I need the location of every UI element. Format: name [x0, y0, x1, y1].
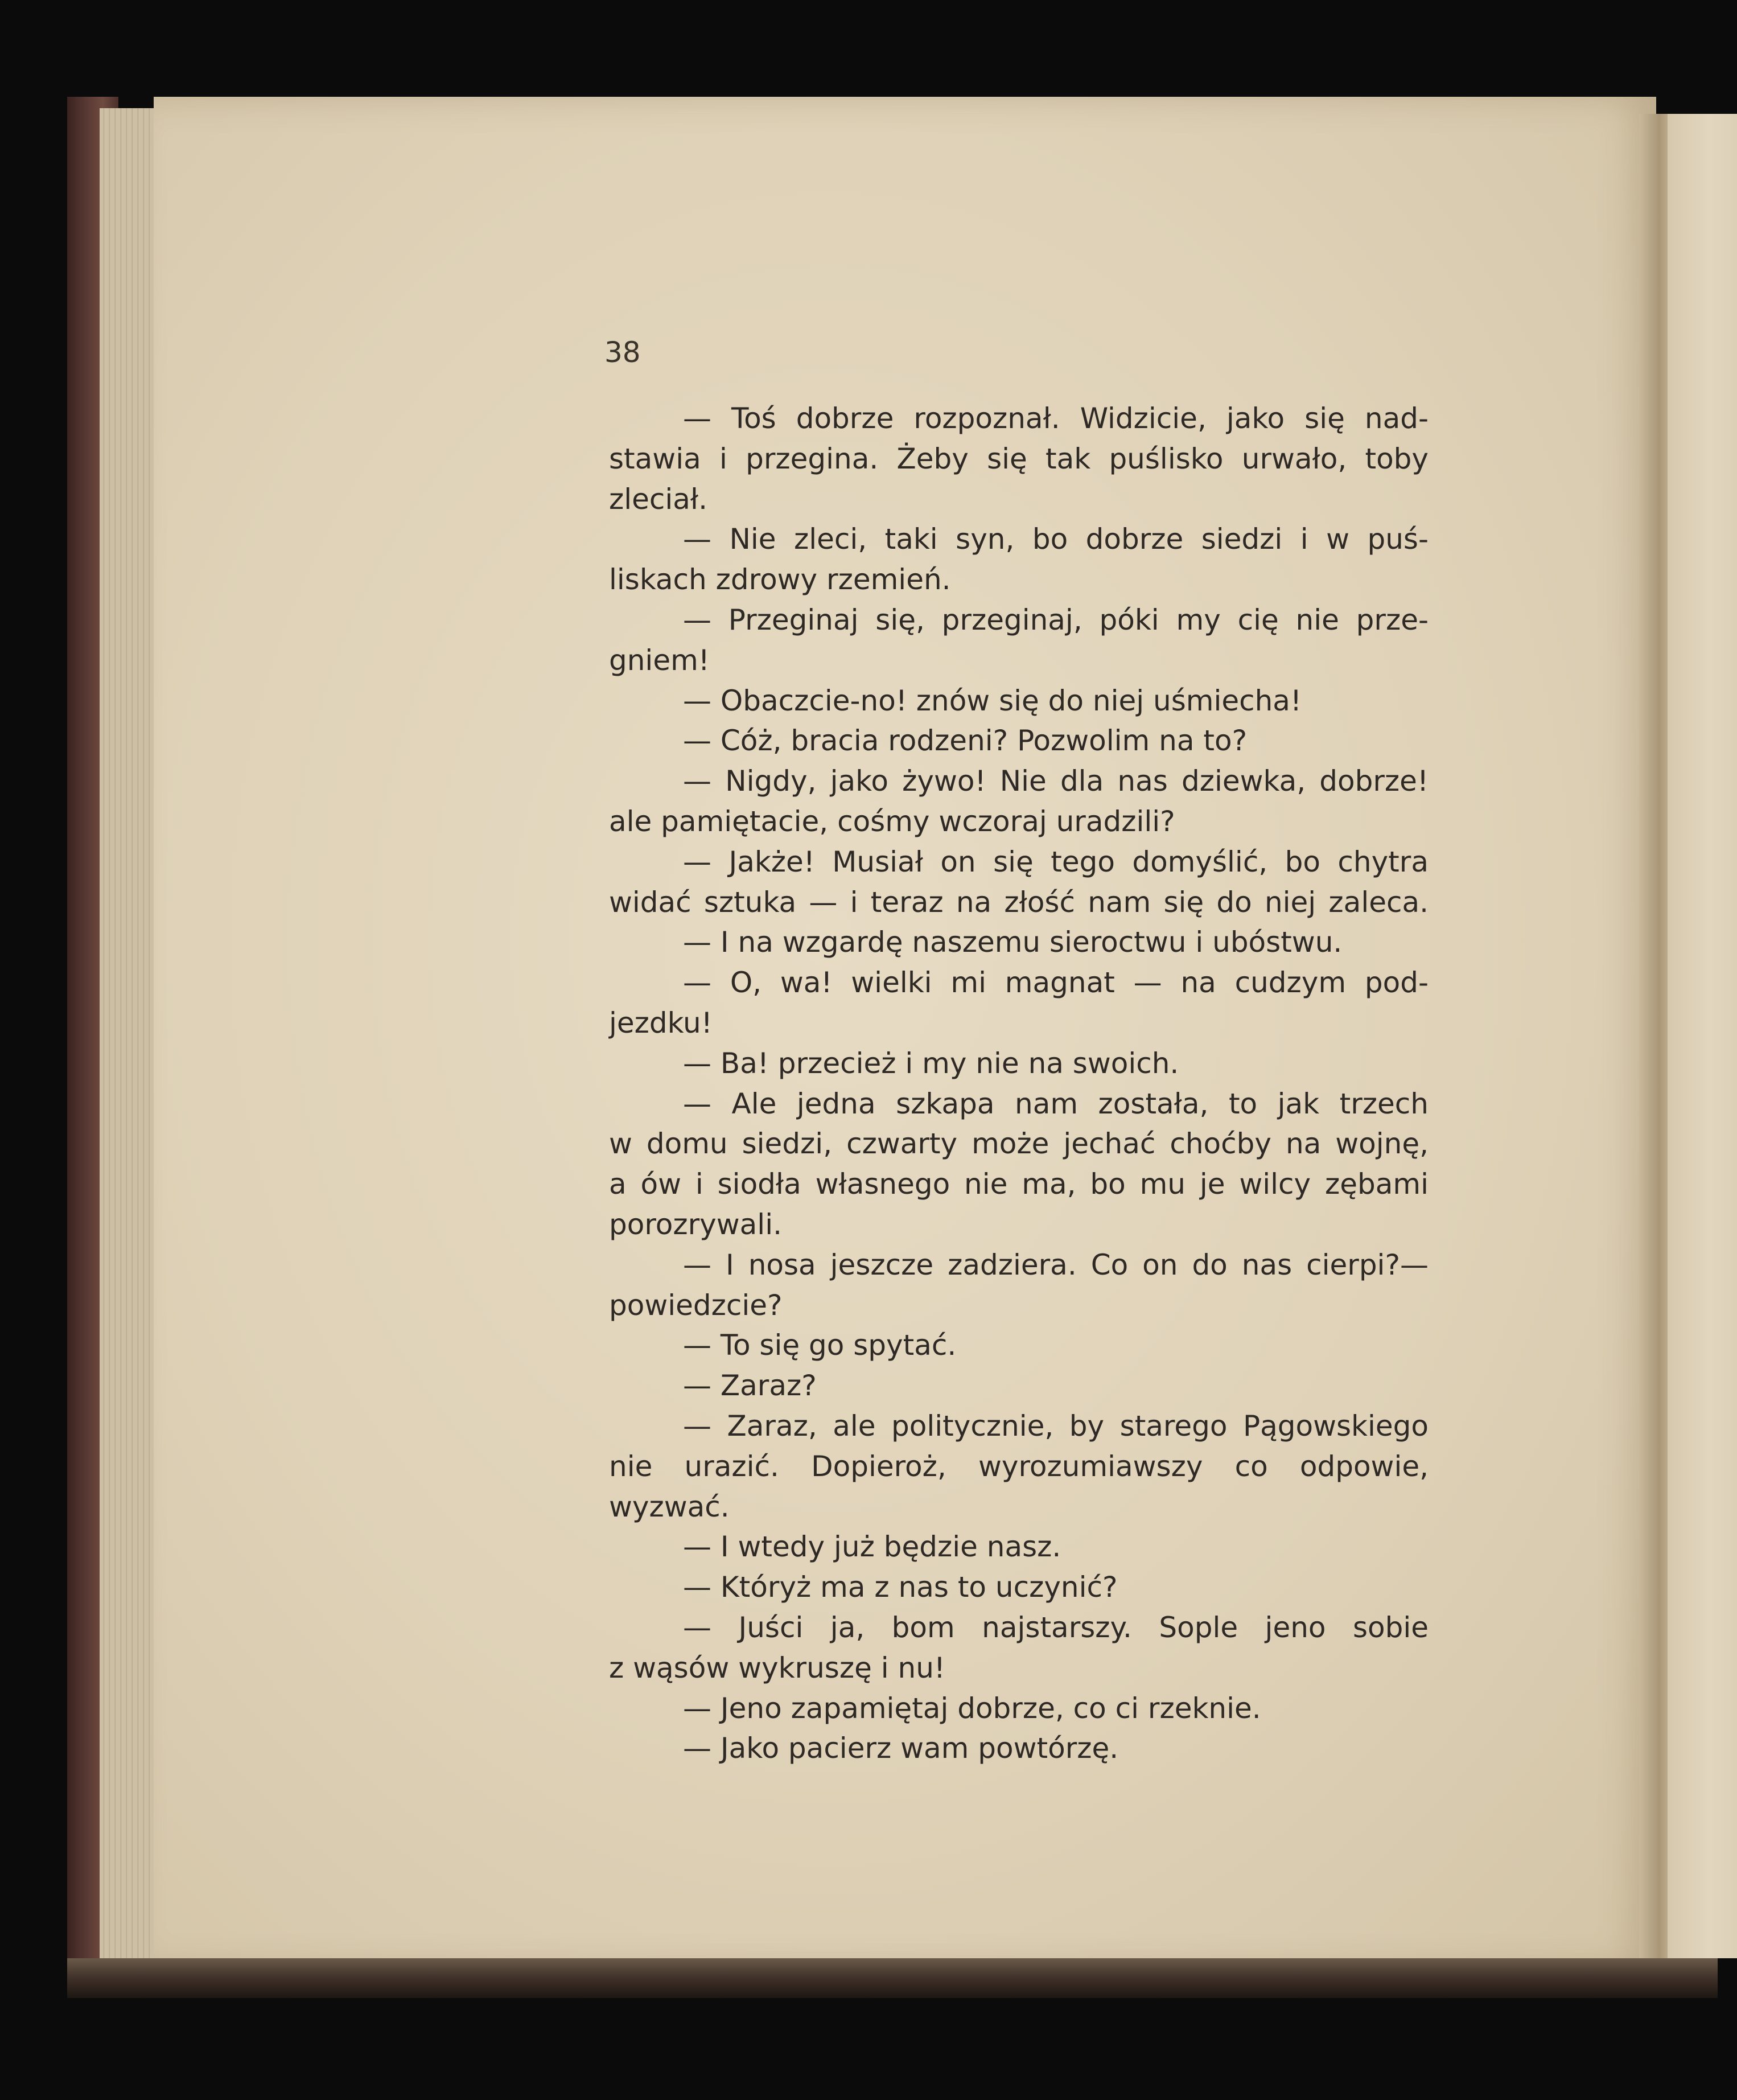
text-line: porozrywali. — [609, 1207, 782, 1241]
text-line: — Juści ja, bom najstarszy. Sople jeno sobie — [683, 1610, 1429, 1644]
text-line: — Ale jedna szkapa nam została, to jak trzech — [683, 1087, 1429, 1120]
text-line: — Jeno zapamiętaj dobrze, co ci rzeknie. — [683, 1691, 1261, 1725]
text-line: w domu siedzi, czwarty może jechać choćby na wojnę, — [609, 1127, 1429, 1161]
text-line: — Któryż ma z nas to uczynić? — [683, 1571, 1118, 1604]
text-line: — To się go spytać. — [683, 1329, 957, 1362]
text-line: — Jakże! Musiał on się tego domyślić, bo chytra — [683, 845, 1429, 878]
text-line: widać sztuka — i teraz na złość nam się do niej zaleca. — [609, 885, 1429, 919]
facing-page-edge — [1668, 114, 1737, 1958]
text-line: — I wtedy już będzie nasz. — [683, 1530, 1061, 1564]
text-line: — Jako pacierz wam powtórzę. — [683, 1732, 1119, 1765]
text-line: — Nigdy, jako żywo! Nie dla nas dziewka, dobrze! — [683, 765, 1429, 798]
text-line: — Zaraz? — [683, 1369, 817, 1403]
text-line: powiedzcie? — [609, 1288, 783, 1322]
text-line: ale pamiętacie, cośmy wczoraj uradzili? — [609, 804, 1175, 838]
text-line: — Nie zleci, taki syn, bo dobrze siedzi i w puś- — [683, 523, 1429, 556]
text-line: — Cóż, bracia rodzeni? Pozwolim na to? — [683, 724, 1248, 758]
text-line: a ów i siodła własnego nie ma, bo mu je wilcy zębami — [609, 1168, 1429, 1201]
text-line: — O, wa! wielki mi magnat — na cudzym pod- — [683, 966, 1429, 1000]
text-line: z wąsów wykruszę i nu! — [609, 1651, 945, 1684]
page-number: 38 — [604, 336, 641, 369]
text-line: zleciał. — [609, 482, 708, 516]
text-line: — Ba! przecież i my nie na swoich. — [683, 1046, 1179, 1080]
text-line: stawia i przegina. Żeby się tak puślisko urwało, toby — [609, 442, 1429, 475]
text-line: nie urazić. Dopieroż, wyrozumiawszy co odpowie, — [609, 1449, 1429, 1483]
text-line: — Zaraz, ale politycznie, by starego Pągowskiego — [683, 1409, 1429, 1443]
page-text — [609, 398, 1429, 1769]
book-bottom-edge — [67, 1958, 1718, 1998]
text-line: — Przeginaj się, przeginaj, póki my cię nie prze- — [683, 603, 1429, 636]
text-line: wyzwać. — [609, 1490, 730, 1523]
text-line: liskach zdrowy rzemień. — [609, 563, 951, 597]
text-line: jezdku! — [609, 1006, 713, 1039]
text-line: — Obaczcie-no! znów się do niej uśmiecha! — [683, 684, 1302, 717]
text-line: — Toś dobrze rozpoznał. Widzicie, jako się nad- — [683, 402, 1429, 435]
text-line: — I nosa jeszcze zadziera. Co on do nas cierpi?— — [683, 1248, 1429, 1281]
text-line: — I na wzgardę naszemu sieroctwu i ubóstwu. — [683, 926, 1343, 959]
text-line: gniem! — [609, 643, 710, 677]
